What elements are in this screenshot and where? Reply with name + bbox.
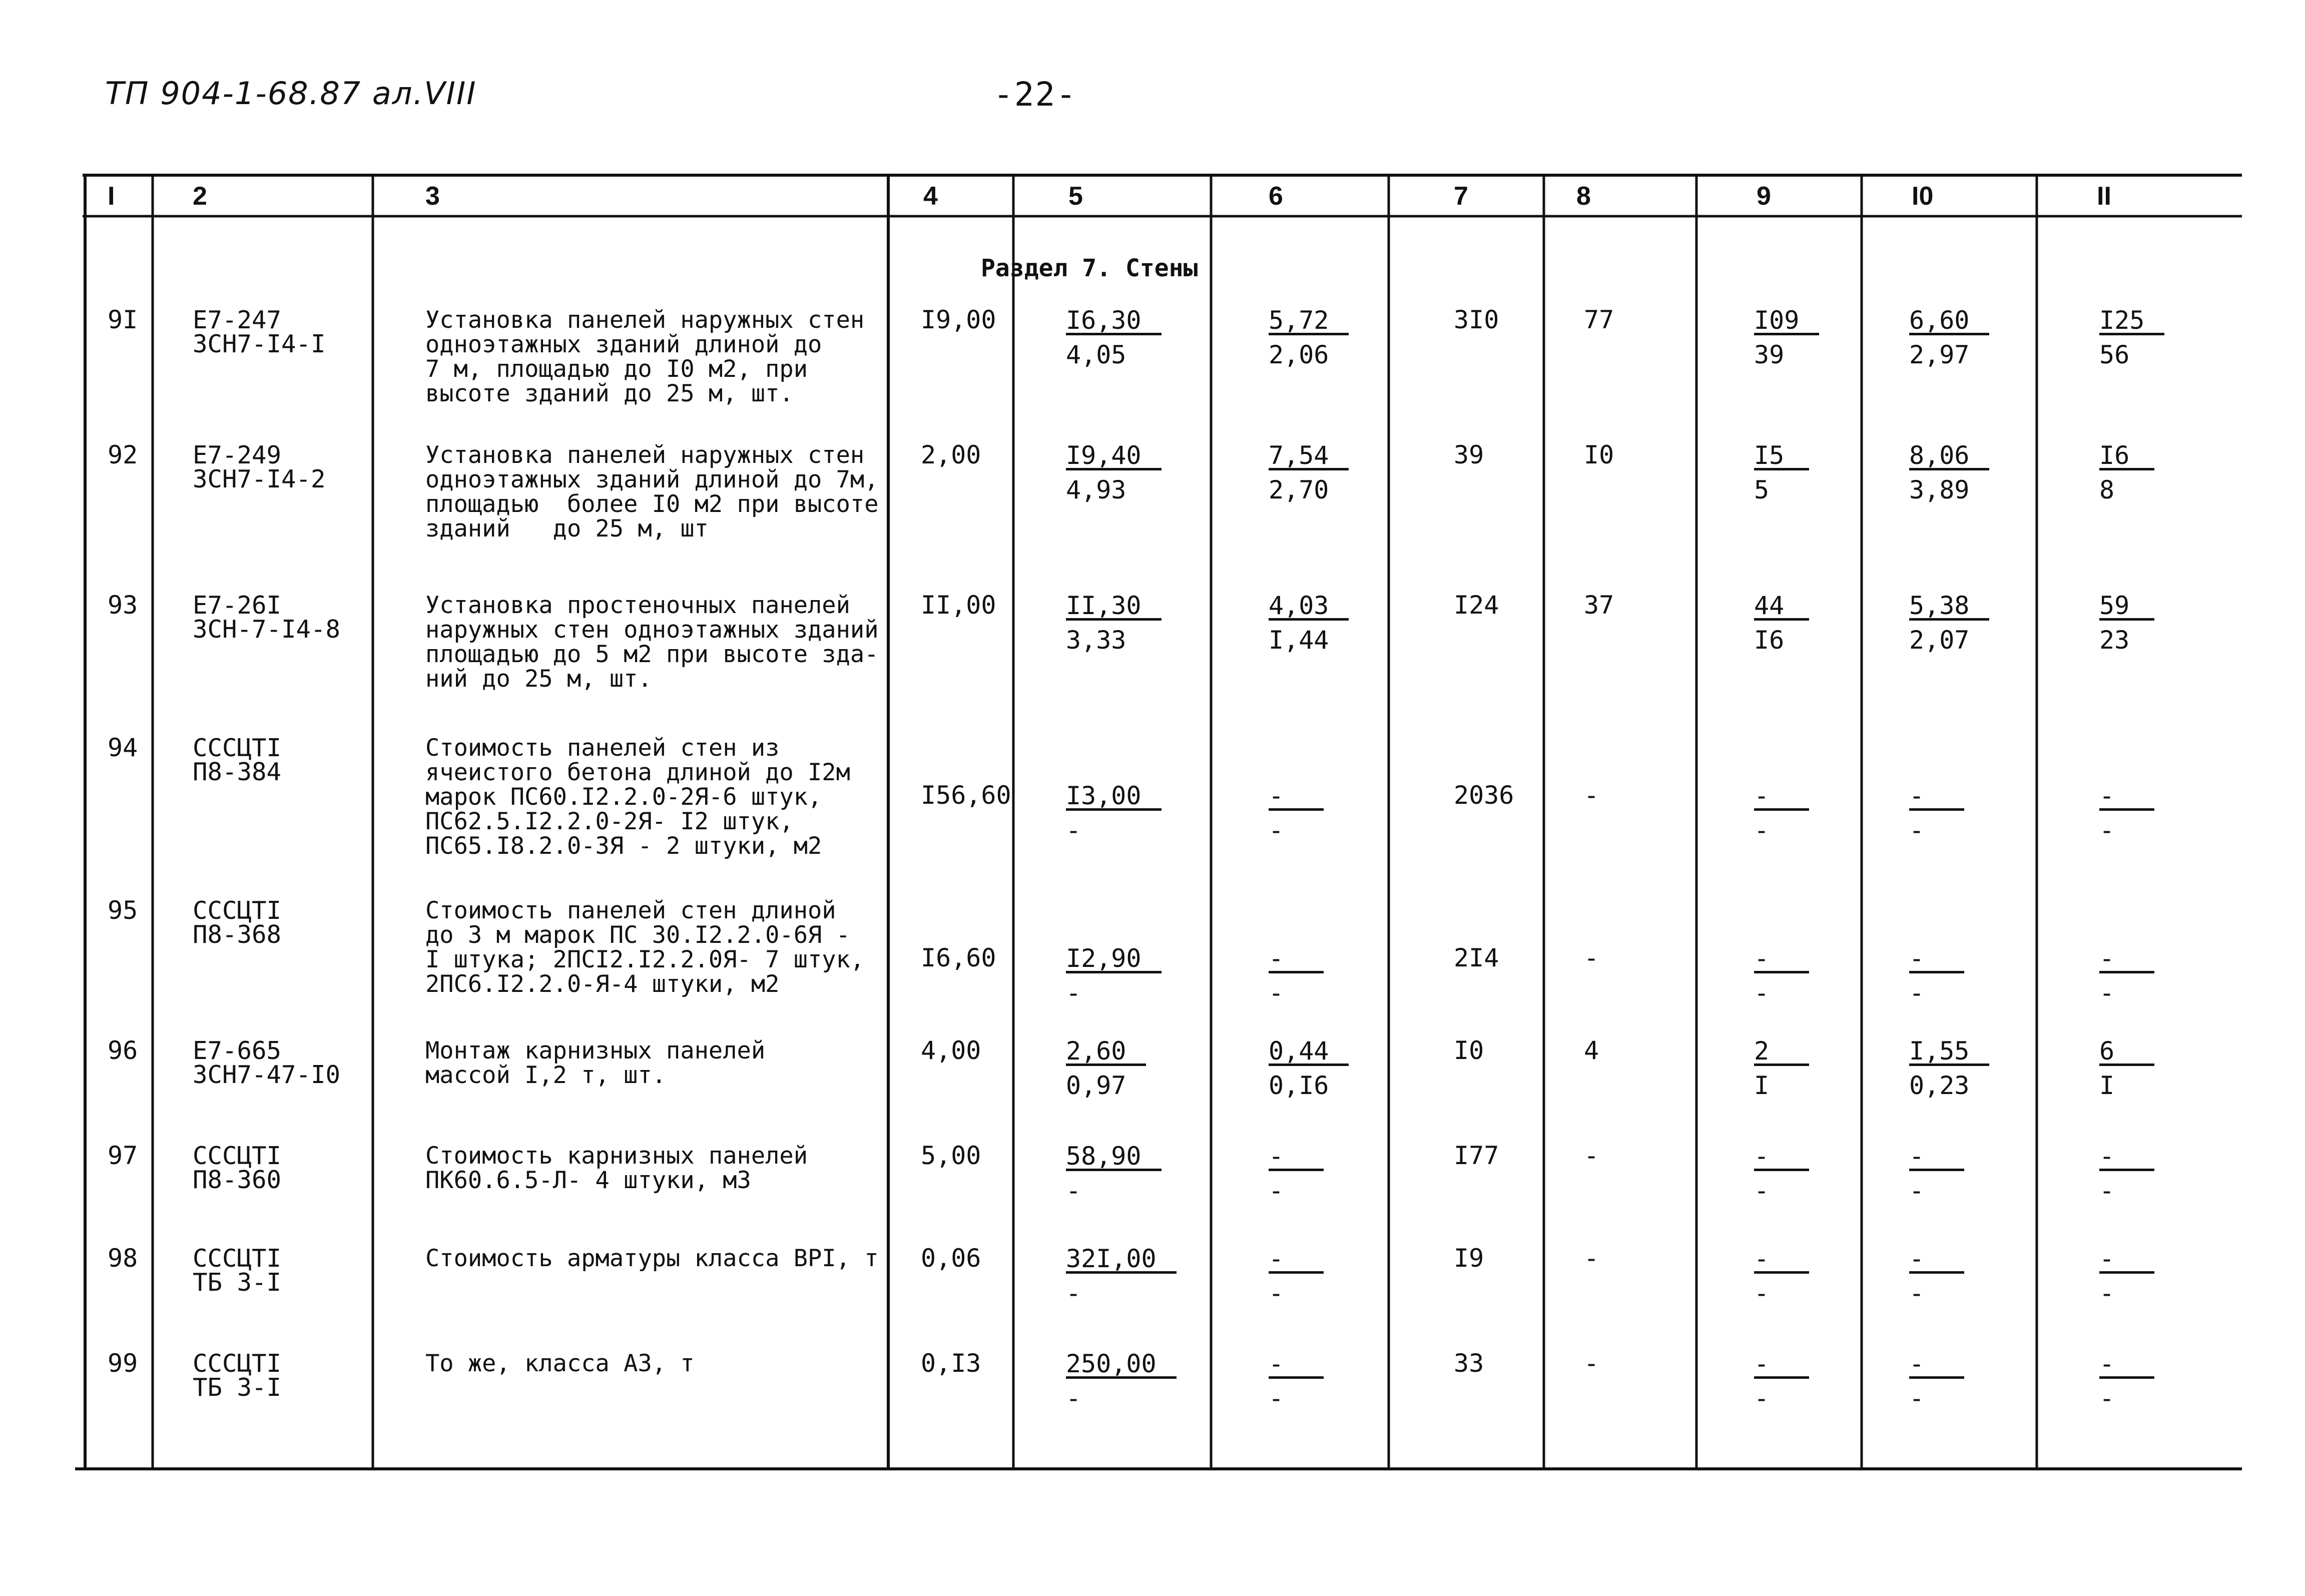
row-description-line: ПС62.5.I2.2.0-2Я- I2 штук,	[425, 808, 794, 835]
cell-col10-denominator: 0,23	[1909, 1071, 1970, 1100]
cell-col10	[1909, 783, 1964, 843]
cell-col6-denominator: -	[1269, 816, 1284, 845]
cell-col5-numerator: 32I,00	[1066, 1246, 1177, 1274]
cell-col9-numerator: -	[1754, 1246, 1809, 1274]
cell-col9-numerator: I09	[1754, 308, 1819, 335]
cell-col6-denominator: 2,70	[1269, 475, 1329, 504]
cell-col6	[1269, 1351, 1324, 1411]
cell-col10-numerator: -	[1909, 946, 1964, 973]
row-description-line: Стоимость карнизных панелей	[425, 1142, 808, 1170]
cell-col7: I77	[1454, 1141, 1499, 1170]
cell-col10	[1909, 946, 1964, 1005]
cell-col9	[1754, 1246, 1809, 1306]
cell-col11-denominator: -	[2099, 1279, 2115, 1308]
cell-col6	[1269, 593, 1349, 653]
cell-col11	[2099, 783, 2154, 843]
column-header-1: I	[108, 182, 115, 211]
cell-col5	[1066, 783, 1162, 843]
cell-col11	[2099, 1144, 2154, 1203]
row-description-line: Установка панелей наружных стен	[425, 441, 865, 469]
cell-col9-numerator: I5	[1754, 443, 1809, 470]
cell-col9	[1754, 783, 1809, 843]
cell-col5	[1066, 1144, 1162, 1203]
cell-col9-denominator: I6	[1754, 626, 1785, 655]
cell-col9-numerator: -	[1754, 1144, 1809, 1171]
cell-col5-numerator: 58,90	[1066, 1144, 1162, 1171]
cell-col6	[1269, 1246, 1324, 1306]
row-description-line: площадью до 5 м2 при высоте зда-	[425, 641, 879, 668]
row-number: 94	[108, 733, 138, 762]
row-quantity: I56,60	[921, 781, 1011, 810]
row-number: 9I	[108, 305, 138, 334]
cell-col9	[1754, 308, 1819, 367]
cell-col8: -	[1584, 781, 1599, 810]
cell-col6-numerator: -	[1269, 1351, 1324, 1379]
cell-col5-denominator: -	[1066, 1176, 1081, 1205]
cell-col5	[1066, 593, 1162, 653]
cell-col5-denominator: 4,05	[1066, 340, 1126, 369]
cell-col11	[2099, 1038, 2154, 1098]
cell-col6	[1269, 946, 1324, 1005]
cell-col5-denominator: 3,33	[1066, 626, 1126, 655]
cell-col11	[2099, 308, 2164, 367]
cell-col10-denominator: 2,97	[1909, 340, 1970, 369]
cell-col6-numerator: 0,44	[1269, 1038, 1349, 1066]
row-code: СССЦТI	[193, 1142, 282, 1170]
cell-col8: I0	[1584, 440, 1614, 469]
row-number: 92	[108, 440, 138, 469]
row-quantity: I9,00	[921, 305, 996, 334]
cell-col10-denominator: -	[1909, 1384, 1925, 1413]
column-header-8: 8	[1576, 182, 1591, 211]
row-quantity: II,00	[921, 591, 996, 620]
cell-col11	[2099, 946, 2154, 1005]
cell-col10-numerator: -	[1909, 783, 1964, 811]
cell-col6-numerator: 5,72	[1269, 308, 1349, 335]
cell-col10-numerator: -	[1909, 1246, 1964, 1274]
cell-col7: I0	[1454, 1036, 1484, 1065]
cell-col5	[1066, 1246, 1177, 1306]
row-description-line: ПК60.6.5-Л- 4 штуки, м3	[425, 1167, 751, 1194]
cell-col10-numerator: 5,38	[1909, 593, 1989, 621]
cell-col9-denominator: I	[1754, 1071, 1770, 1100]
cell-col5-denominator: 4,93	[1066, 475, 1126, 504]
cell-col9-denominator: -	[1754, 1176, 1770, 1205]
row-code: Е7-247	[193, 306, 282, 334]
row-description-line: массой I,2 т, шт.	[425, 1061, 667, 1089]
row-code: СССЦТI	[193, 1349, 282, 1378]
row-code: СССЦТI	[193, 1244, 282, 1273]
cell-col5	[1066, 308, 1162, 367]
cell-col8: 37	[1584, 591, 1614, 620]
cell-col8: 4	[1584, 1036, 1599, 1065]
cell-col7: I24	[1454, 591, 1499, 620]
column-header-9: 9	[1757, 182, 1771, 211]
cell-col11	[2099, 1351, 2154, 1411]
cell-col7: 3I0	[1454, 305, 1499, 334]
row-code: Е7-665	[193, 1036, 282, 1065]
cell-col5-denominator: 0,97	[1066, 1071, 1126, 1100]
cell-col11-denominator: -	[2099, 1384, 2115, 1413]
cell-col10-numerator: -	[1909, 1144, 1964, 1171]
row-description-line: Стоимость панелей стен длиной	[425, 897, 836, 924]
cell-col9	[1754, 593, 1809, 653]
row-code: ЗСН7-I4-I	[193, 330, 326, 358]
cell-col11-denominator: I	[2099, 1071, 2115, 1100]
column-header-2: 2	[193, 182, 207, 211]
column-header-4: 4	[923, 182, 938, 211]
cell-col8: -	[1584, 1141, 1599, 1170]
row-description-line: марок ПС60.I2.2.0-2Я-6 штук,	[425, 783, 822, 811]
column-header-6: 6	[1269, 182, 1283, 211]
cell-col5-denominator: -	[1066, 978, 1081, 1007]
cell-col6-numerator: 7,54	[1269, 443, 1349, 470]
cell-col9	[1754, 1038, 1809, 1098]
row-code: П8-368	[193, 920, 282, 949]
cell-col6-denominator: I,44	[1269, 626, 1329, 655]
cell-col9-denominator: -	[1754, 1279, 1770, 1308]
cell-col6-denominator: -	[1269, 1279, 1284, 1308]
section-title: Раздел 7. Стены	[981, 254, 1198, 282]
cell-col6-denominator: -	[1269, 1384, 1284, 1413]
cell-col10	[1909, 593, 1989, 653]
page-number: -22-	[993, 75, 1077, 114]
row-code: ЗСН-7-I4-8	[193, 615, 341, 644]
row-quantity: 0,06	[921, 1244, 981, 1273]
cell-col5-numerator: 2,60	[1066, 1038, 1146, 1066]
column-header-11: II	[2097, 182, 2111, 211]
row-quantity: I6,60	[921, 943, 996, 972]
cell-col10	[1909, 443, 1989, 502]
cell-col11-numerator: I6	[2099, 443, 2154, 470]
row-description-line: ний до 25 м, шт.	[425, 665, 652, 693]
row-description-line: площадью более I0 м2 при высоте	[425, 490, 879, 518]
cell-col6-denominator: 2,06	[1269, 340, 1329, 369]
cell-col9-denominator: 5	[1754, 475, 1770, 504]
cell-col9	[1754, 1351, 1809, 1411]
row-description-line: одноэтажных зданий длиной до	[425, 331, 822, 358]
row-number: 98	[108, 1244, 138, 1273]
cell-col5-numerator: I3,00	[1066, 783, 1162, 811]
cell-col10	[1909, 308, 1989, 367]
row-description-line: одноэтажных зданий длиной до 7м,	[425, 466, 879, 493]
row-description-line: То же, класса А3, т	[425, 1350, 695, 1377]
row-quantity: 5,00	[921, 1141, 981, 1170]
row-number: 96	[108, 1036, 138, 1065]
cell-col5-numerator: I9,40	[1066, 443, 1162, 470]
column-header-3: 3	[425, 182, 440, 211]
cell-col10	[1909, 1144, 1964, 1203]
cell-col9-numerator: -	[1754, 1351, 1809, 1379]
row-code: СССЦТI	[193, 896, 282, 925]
cell-col9-numerator: -	[1754, 783, 1809, 811]
cell-col6-denominator: -	[1269, 1176, 1284, 1205]
row-number: 93	[108, 591, 138, 620]
row-code: ЗСН7-47-I0	[193, 1060, 341, 1089]
row-description-line: 7 м, площадью до I0 м2, при	[425, 355, 808, 383]
cell-col5-denominator: -	[1066, 816, 1081, 845]
cell-col11-denominator: 8	[2099, 475, 2115, 504]
cell-col10-denominator: 2,07	[1909, 626, 1970, 655]
cell-col7: 2I4	[1454, 943, 1499, 972]
row-description-line: до 3 м марок ПС 30.I2.2.0-6Я -	[425, 921, 850, 949]
cell-col9-numerator: -	[1754, 946, 1809, 973]
cell-col5	[1066, 443, 1162, 502]
row-code: ЗСН7-I4-2	[193, 465, 326, 493]
cell-col9-denominator: 39	[1754, 340, 1785, 369]
row-description-line: ПС65.I8.2.0-3Я - 2 штуки, м2	[425, 832, 822, 860]
cell-col6	[1269, 1038, 1349, 1098]
cell-col5	[1066, 1038, 1146, 1098]
cell-col11-numerator: -	[2099, 946, 2154, 973]
cell-col10-numerator: -	[1909, 1351, 1964, 1379]
column-header-10: I0	[1912, 182, 1934, 211]
cell-col8: -	[1584, 1244, 1599, 1273]
row-description-line: наружных стен одноэтажных зданий	[425, 616, 879, 644]
cell-col9-numerator: 44	[1754, 593, 1809, 621]
row-number: 99	[108, 1349, 138, 1378]
cell-col6	[1269, 308, 1349, 367]
row-description-line: Стоимость арматуры класса ВРI, т	[425, 1245, 879, 1272]
cell-col11-denominator: -	[2099, 978, 2115, 1007]
cell-col6-numerator: 4,03	[1269, 593, 1349, 621]
cell-col6-numerator: -	[1269, 1246, 1324, 1274]
cell-col11-numerator: -	[2099, 783, 2154, 811]
cell-col6-denominator: -	[1269, 978, 1284, 1007]
cell-col9-denominator: -	[1754, 978, 1770, 1007]
row-code: ТБ 3-I	[193, 1373, 282, 1402]
row-code: П8-384	[193, 758, 282, 786]
cell-col11-numerator: I25	[2099, 308, 2164, 335]
cell-col11-denominator: 23	[2099, 626, 2130, 655]
cell-col5-numerator: II,30	[1066, 593, 1162, 621]
cell-col11-numerator: 59	[2099, 593, 2154, 621]
cell-col9	[1754, 1144, 1809, 1203]
cell-col6-denominator: 0,I6	[1269, 1071, 1329, 1100]
row-code: СССЦТI	[193, 734, 282, 762]
row-code: Е7-26I	[193, 591, 282, 620]
row-code: П8-360	[193, 1166, 282, 1194]
cell-col5	[1066, 1351, 1177, 1411]
cell-col5-numerator: I2,90	[1066, 946, 1162, 973]
row-number: 95	[108, 896, 138, 925]
cell-col10-denominator: 3,89	[1909, 475, 1970, 504]
cell-col8: -	[1584, 943, 1599, 972]
cell-col5-denominator: -	[1066, 1384, 1081, 1413]
cell-col11-denominator: 56	[2099, 340, 2130, 369]
row-quantity: 4,00	[921, 1036, 981, 1065]
row-description-line: Установка панелей наружных стен	[425, 306, 865, 334]
cell-col10-denominator: -	[1909, 816, 1925, 845]
cell-col9	[1754, 443, 1809, 502]
cell-col11	[2099, 1246, 2154, 1306]
cell-col6-numerator: -	[1269, 946, 1324, 973]
cell-col8: -	[1584, 1349, 1599, 1378]
cell-col11-numerator: 6	[2099, 1038, 2154, 1066]
cell-col7: 39	[1454, 440, 1484, 469]
row-description-line: Установка простеночных панелей	[425, 592, 850, 619]
row-description-line: высоте зданий до 25 м, шт.	[425, 380, 794, 407]
row-number: 97	[108, 1141, 138, 1170]
cell-col9	[1754, 946, 1809, 1005]
cell-col10-denominator: -	[1909, 1279, 1925, 1308]
cell-col10	[1909, 1246, 1964, 1306]
cell-col10-denominator: -	[1909, 978, 1925, 1007]
row-code: ТБ 3-I	[193, 1268, 282, 1297]
cell-col5-numerator: I6,30	[1066, 308, 1162, 335]
row-quantity: 0,I3	[921, 1349, 981, 1378]
cell-col11-numerator: -	[2099, 1246, 2154, 1274]
cell-col5	[1066, 946, 1162, 1005]
cell-col6-numerator: -	[1269, 1144, 1324, 1171]
column-header-5: 5	[1068, 182, 1083, 211]
document-code: ТП 904-1-68.87 ал.VIII	[105, 75, 477, 112]
cell-col6-numerator: -	[1269, 783, 1324, 811]
row-quantity: 2,00	[921, 440, 981, 469]
row-description-line: 2ПС6.I2.2.0-Я-4 штуки, м2	[425, 970, 780, 998]
cell-col9-numerator: 2	[1754, 1038, 1809, 1066]
cell-col10-denominator: -	[1909, 1176, 1925, 1205]
cell-col7: 2036	[1454, 781, 1514, 810]
cell-col7: 33	[1454, 1349, 1484, 1378]
cell-col11-numerator: -	[2099, 1144, 2154, 1171]
cell-col9-denominator: -	[1754, 1384, 1770, 1413]
cell-col10-numerator: 8,06	[1909, 443, 1989, 470]
cell-col11-denominator: -	[2099, 1176, 2115, 1205]
cell-col6	[1269, 1144, 1324, 1203]
row-description-line: Монтаж карнизных панелей	[425, 1037, 766, 1065]
cell-col5-denominator: -	[1066, 1279, 1081, 1308]
cell-col10	[1909, 1038, 1989, 1098]
cell-col8: 77	[1584, 305, 1614, 334]
row-description-line: ячеистого бетона длиной до I2м	[425, 759, 850, 786]
row-description-line: I штука; 2ПСI2.I2.2.0Я- 7 штук,	[425, 946, 865, 973]
cell-col10-numerator: 6,60	[1909, 308, 1989, 335]
cell-col11	[2099, 593, 2154, 653]
cell-col7: I9	[1454, 1244, 1484, 1273]
cell-col9-denominator: -	[1754, 816, 1770, 845]
cell-col6	[1269, 443, 1349, 502]
cell-col10	[1909, 1351, 1964, 1411]
cell-col11-denominator: -	[2099, 816, 2115, 845]
cell-col11	[2099, 443, 2154, 502]
row-description-line: зданий до 25 м, шт	[425, 515, 709, 543]
cell-col10-numerator: I,55	[1909, 1038, 1989, 1066]
cell-col5-numerator: 250,00	[1066, 1351, 1177, 1379]
column-header-7: 7	[1454, 182, 1468, 211]
row-description-line: Стоимость панелей стен из	[425, 734, 780, 762]
cell-col6	[1269, 783, 1324, 843]
row-code: Е7-249	[193, 441, 282, 469]
cell-col11-numerator: -	[2099, 1351, 2154, 1379]
